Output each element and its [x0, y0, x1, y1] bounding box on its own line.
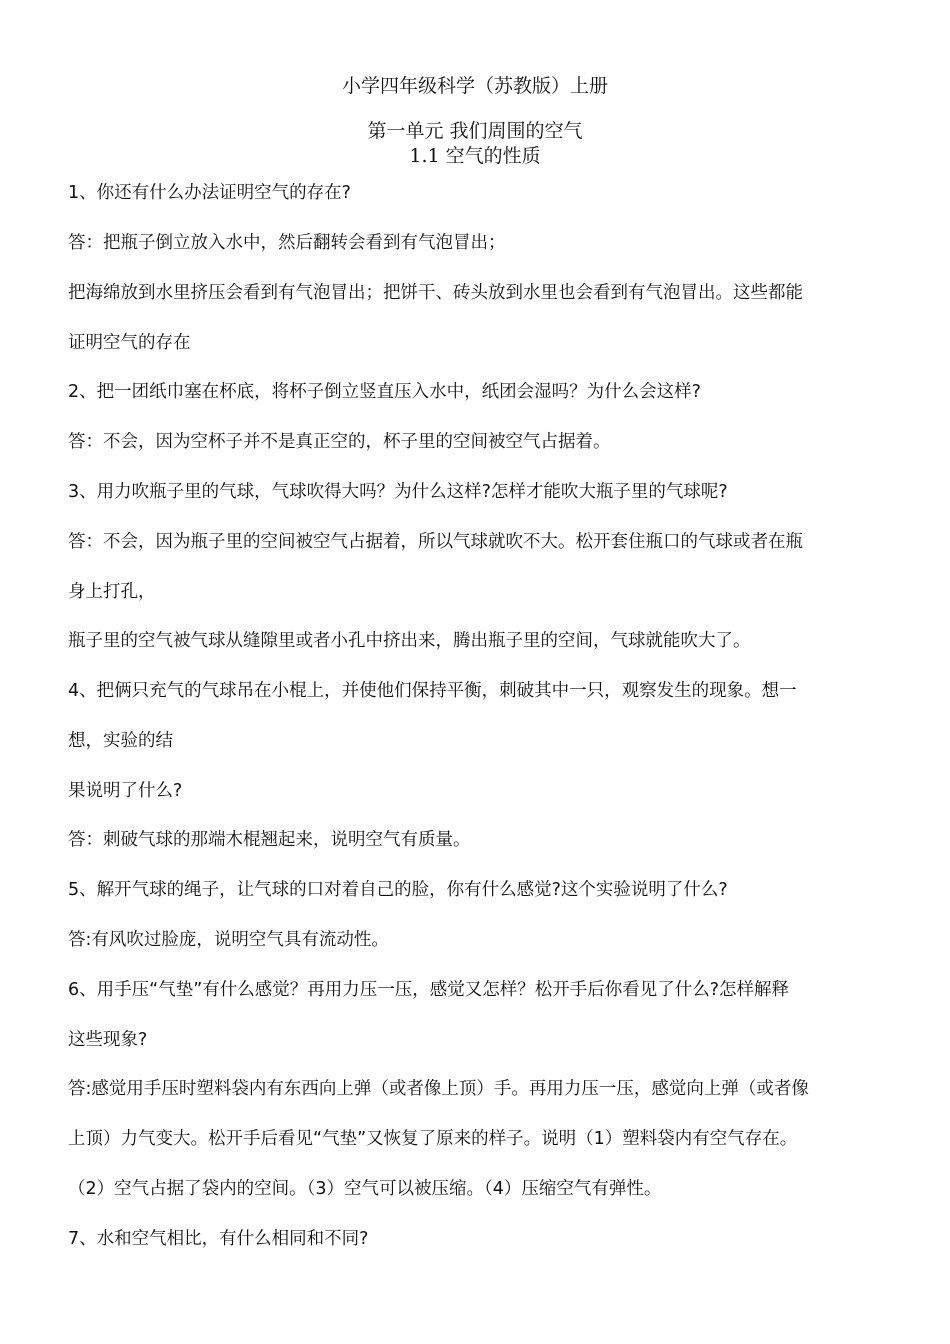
- answer-line: 答：把瓶子倒立放入水中，然后翻转会看到有气泡冒出；: [68, 233, 506, 253]
- answer-line: 答：不会，因为空杯子并不是真正空的，杯子里的空间被空气占据着。: [68, 432, 611, 452]
- question-line: 这些现象?: [68, 1030, 148, 1050]
- question-line: 6、用手压“气垫”有什么感觉？再用力压一压，感觉又怎样？松开手后你看见了什么?怎样解释: [68, 980, 790, 1000]
- question-line: 3、用力吹瓶子里的气球，气球吹得大吗？为什么这样?怎样才能吹大瓶子里的气球呢?: [68, 482, 728, 502]
- question-line: 1、你还有什么办法证明空气的存在?: [68, 183, 351, 203]
- document-title: 小学四年级科学（苏教版）上册: [341, 75, 608, 97]
- question-line: 想，实验的结: [68, 731, 173, 751]
- answer-line: 答：刺破气球的那端木棍翘起来，说明空气有质量。: [68, 830, 471, 850]
- answer-line: 答:感觉用手压时塑料袋内有东西向上弹（或者像上顶）手。再用力压一压，感觉向上弹（或者像: [68, 1079, 809, 1099]
- lesson-heading: 1.1 空气的性质: [409, 145, 541, 167]
- answer-line: 把海绵放到水里挤压会看到有气泡冒出；把饼干、砖头放到水里也会看到有气泡冒出。这些都能: [68, 283, 803, 303]
- question-line: 2、把一团纸巾塞在杯底，将杯子倒立竖直压入水中，纸团会湿吗？为什么会这样?: [68, 382, 701, 402]
- question-line: 果说明了什么?: [68, 781, 183, 801]
- answer-line: （2）空气占据了袋内的空间。（3）空气可以被压缩。（4）压缩空气有弹性。: [68, 1179, 662, 1199]
- answer-line: 证明空气的存在: [68, 333, 191, 353]
- question-line: 5、解开气球的绳子，让气球的口对着自己的脸，你有什么感觉?这个实验说明了什么?: [68, 880, 728, 900]
- answer-line: 身上打孔，: [68, 582, 156, 602]
- answer-line: 上顶）力气变大。松开手后看见“气垫”又恢复了原来的样子。说明（1）塑料袋内有空气存在。: [68, 1129, 798, 1149]
- unit-heading: 第一单元 我们周围的空气: [367, 120, 583, 142]
- answer-line: 答:有风吹过脸庞，说明空气具有流动性。: [68, 930, 389, 950]
- answer-line: 瓶子里的空气被气球从缝隙里或者小孔中挤出来，腾出瓶子里的空间，气球就能吹大了。: [68, 631, 751, 651]
- question-line: 7、水和空气相比，有什么相同和不同?: [68, 1229, 369, 1249]
- answer-line: 答：不会，因为瓶子里的空间被空气占据着，所以气球就吹不大。松开套住瓶口的气球或者在瓶: [68, 532, 803, 552]
- question-line: 4、把俩只充气的气球吊在小棍上，并使他们保持平衡，刺破其中一只，观察发生的现象。想一: [68, 681, 797, 701]
